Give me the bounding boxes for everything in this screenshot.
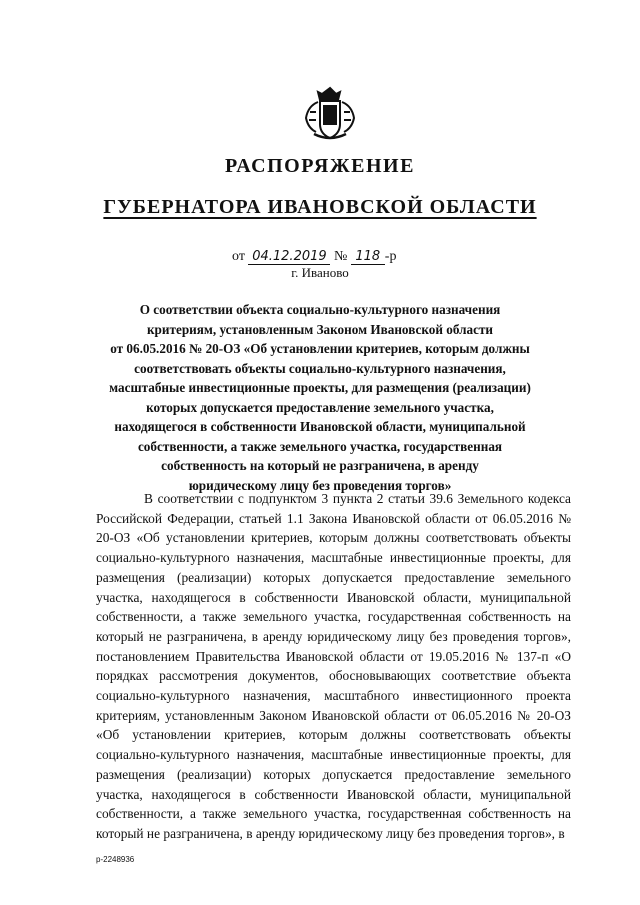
- heading-line: О соответствии объекта социально-культурного назначения: [139, 302, 501, 317]
- heading-line: находящегося в собственности Ивановской области, муниципальной: [114, 419, 526, 434]
- heading-line: масштабные инвестиционные проекты, для размещения (реализации): [109, 380, 531, 395]
- handwritten-date: 04.12.2019: [248, 250, 330, 265]
- heading-line: от 06.05.2016 № 20-ОЗ «Об установлении критериев, которым должны: [110, 341, 530, 356]
- heading-line: соответствовать объекты социально-культурного назначения,: [134, 360, 506, 376]
- body-paragraph: В соответствии с подпунктом 3 пункта 2 статьи 39.6 Земельного кодекса Российской Федерации, статьей 1.1 Закона Ивановской области от 06.05.2016 № 20-ОЗ «Об установлении критериев, которым должны соответствовать объекты социально-культурного назначения, масштабные инвестиционные проекты, для размещения (реализации) которых допускается предоставление земельного участка, находящегося в собственности Ивановской области, муниципальной собственности, а также земельного участка, государственная собственность на который не разграничена, в аренду юридическому лицу без проведения торгов», постановлением Правительства Ивановской области от 19.05.2016 № 137-п «О порядках рассмотрения документов, обосновывающих соответствие объекта социально-культурного назначения, масштабного инвестиционного проекта критериям, установленным Законом Ивановской области от 06.05.2016 № 20-ОЗ «Об установлении критериев, которым должны соответствовать объекты социально-культурного назначения, масштабные инвестиционные проекты, для размещения (реализации) которых допускается предоставление земельного участка, находящегося в собственности Ивановской области, муниципальной собственности, а также земельного участка, государственная собственность на который не разграничена, в аренду юридическому лицу без проведения торгов», в: [96, 491, 571, 841]
- heading-line: которых допускается предоставление земельного участка,: [146, 399, 494, 415]
- document-heading: [70, 300, 570, 495]
- document-type-title: РАСПОРЯЖЕНИЕ: [225, 155, 415, 177]
- heading-line: юридическому лицу без проведения торгов»: [188, 477, 452, 493]
- issuer-title-text: ГУБЕРНАТОРА ИВАНОВСКОЙ ОБЛАСТИ: [103, 196, 537, 218]
- dateline: [232, 249, 396, 265]
- coat-of-arms-icon: [300, 84, 360, 142]
- number-sign: №: [333, 249, 348, 264]
- document-body: [96, 489, 571, 844]
- date-prefix: от: [232, 249, 245, 264]
- city: г. Иваново: [291, 265, 349, 280]
- document-code: р-2248936: [96, 855, 135, 864]
- heading-line: собственности, а также земельного участка, государственная: [137, 438, 503, 454]
- heading-line: собственность на который не разграничена, в аренду: [161, 458, 479, 473]
- number-suffix: -р: [384, 249, 397, 264]
- issuer-title: [0, 196, 640, 219]
- handwritten-number: 118: [351, 250, 385, 265]
- heading-line: критериям, установленным Законом Ивановской области: [146, 321, 494, 337]
